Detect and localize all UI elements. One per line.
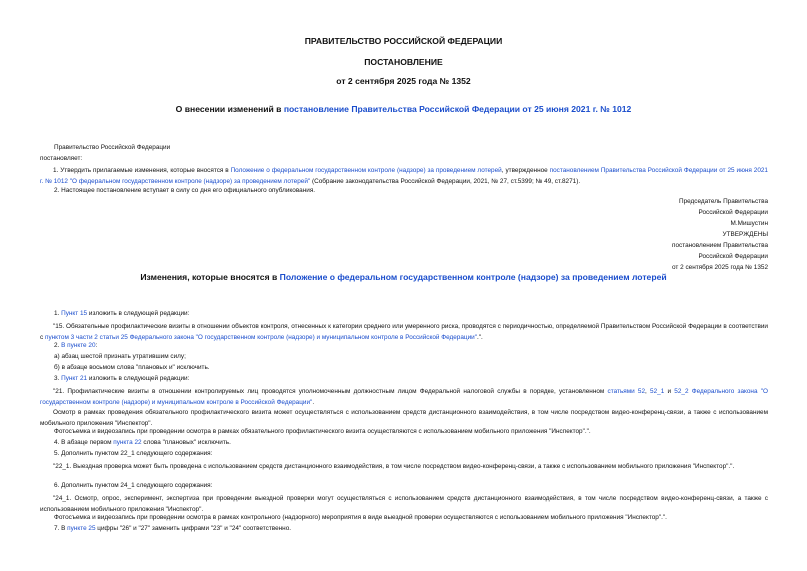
point-25-link[interactable]: пункте 25 xyxy=(67,525,96,532)
point-21-link[interactable]: Пункт 21 xyxy=(61,375,88,382)
federal-law-link[interactable]: Федерального закона "О государственном контроле (надзоре) и муниципальном контроле в Российской Федерации" xyxy=(40,388,768,406)
preamble-line1: Правительство Российской Федерации xyxy=(54,144,171,151)
change-6-quote-2: Фотосъемка и видеозапись при проведении осмотра в рамках контрольного (надзорного) мероприятия в виде выездной проверки осуществляются с использованием мобильного приложения "Инспектор".". xyxy=(54,514,667,521)
title-prefix: О внесении изменений в xyxy=(175,104,284,114)
change-2b: б) в абзаце восьмом слова "плановых и" исключить. xyxy=(54,364,210,371)
approval-line-3: Российской Федерации xyxy=(698,253,768,260)
change-7: 7. В пункте 25 цифры "26" и "27" заменить цифрами "23" и "24" соответственно. xyxy=(54,525,292,532)
change-2: 2. В пункте 20: xyxy=(54,342,98,349)
change-5: 5. Дополнить пунктом 22_1 следующего содержания: xyxy=(54,450,213,457)
change-3-quote-3: Фотосъемка и видеозапись при проведении осмотра в рамках обязательного профилактического визита осуществляются с использованием мобильного приложения "Инспектор".". xyxy=(54,428,591,435)
org-heading: ПРАВИТЕЛЬСТВО РОССИЙСКОЙ ФЕДЕРАЦИИ xyxy=(304,36,503,46)
approval-line-1: УТВЕРЖДЕНЫ xyxy=(722,231,768,238)
point-20-link[interactable]: В пункте 20 xyxy=(61,342,96,349)
doc-type-heading: ПОСТАНОВЛЕНИЕ xyxy=(364,57,443,67)
change-2a: а) абзац шестой признать утратившим силу; xyxy=(54,353,186,360)
item-2: 2. Настоящее постановление вступает в силу со дня его официального опубликования. xyxy=(54,187,316,194)
resolution-link[interactable]: постановлением Правительства Российской Федерации от 25 июня 2021 г. № 1012 "О федеральном государственном контроле (надзоре) за проведением лотерей" xyxy=(40,167,768,185)
regulation-link[interactable]: Положение о федеральном государственном контроле (надзоре) за проведением лотерей xyxy=(230,167,502,174)
item-1: 1. Утвердить прилагаемые изменения, которые вносятся в Положение о федеральном государственном контроле (надзоре) за проведением лотерей, утвержденное постановлением Правительства Российской Федерации от 25 июня 2021 г. № 1012 "О федеральном государственном контроле (надзоре) за проведением лотерей" (Собрание законодательства Российской Федерации, 2021, № 27, ст.5399; № 49, ст.8271). xyxy=(40,167,768,185)
document-title xyxy=(0,104,807,114)
changes-title: Изменения, которые вносятся в Положение о федеральном государственном контроле (надзоре) за проведением лотерей xyxy=(140,272,667,282)
law-article-link[interactable]: пунктом 3 части 2 статьи 25 Федерального закона "О государственном контроле (надзоре) и муниципальном контроле в Российской Федерации" xyxy=(44,334,477,341)
signature-name: М.Мишустин xyxy=(730,220,768,227)
article-52-1-link[interactable]: 52_1 xyxy=(650,388,665,395)
date-number-heading: от 2 сентября 2025 года № 1352 xyxy=(336,76,471,86)
changes-title-link[interactable]: Положение о федеральном государственном контроле (надзоре) за проведением лотерей xyxy=(279,272,667,282)
preamble-line2: постановляет: xyxy=(40,155,83,162)
article-52-link[interactable]: статьями 52 xyxy=(607,388,646,395)
title-link[interactable]: постановление Правительства Российской Федерации от 25 июня 2021 г. № 1012 xyxy=(283,104,632,114)
change-3-quote-2: Осмотр в рамках проведения обязательного профилактического визита может осуществляться с использованием средств дистанционного взаимодействия, в том числе посредством видео-конференц-связи, а также с использованием мобильного приложения "Инспектор". xyxy=(40,409,768,427)
article-52-2-link[interactable]: 52_2 xyxy=(674,388,689,395)
change-1: 1. Пункт 15 изложить в следующей редакции: xyxy=(54,310,190,317)
change-5-quote: "22_1. Выездная проверка может быть проведена с использованием средств дистанционного взаимодействия, в том числе посредством видео-конференц-связи, а также с использованием мобильного приложения "Инспектор".". xyxy=(53,463,735,470)
change-6-quote-1: "24_1. Осмотр, опрос, эксперимент, экспертиза при проведении выездной проверки могут осуществляться с использованием средств дистанционного взаимодействия, в том числе посредством видео-конференц-связи, а также с использованием мобильного приложения "Инспектор". xyxy=(40,495,768,513)
point-15-link[interactable]: Пункт 15 xyxy=(61,310,88,317)
signature-position-1: Председатель Правительства xyxy=(679,198,768,205)
point-22-link[interactable]: пункта 22 xyxy=(113,439,142,446)
change-3: 3. Пункт 21 изложить в следующей редакции: xyxy=(54,375,190,382)
approval-line-4: от 2 сентября 2025 года № 1352 xyxy=(672,264,768,271)
approval-line-2: постановлением Правительства xyxy=(672,242,768,249)
change-3-quote-1: "21. Профилактические визиты в отношении контролируемых лиц проводятся уполномоченным должностным лицом Федеральной налоговой службы в порядке, установленном статьями 52, 52_1 и 52_2 Федерального закона "О государственном контроле (надзоре) и муниципальном контроле в Российской Федерации". xyxy=(40,388,768,406)
change-1-quote: "15. Обязательные профилактические визиты в отношении объектов контроля, отнесенных к категории среднего или умеренного риска, проводятся с периодичностью, определяемой Правительством Российской Федерации в соответствии с пунктом 3 части 2 статьи 25 Федерального закона "О государственном контроле (надзоре) и муниципальном контроле в Российской Федерации".". xyxy=(40,323,768,341)
change-6: 6. Дополнить пунктом 24_1 следующего содержания: xyxy=(54,482,213,489)
signature-position-2: Российской Федерации xyxy=(698,209,768,216)
change-4: 4. В абзаце первом пункта 22 слова "плановых" исключить. xyxy=(54,439,231,446)
